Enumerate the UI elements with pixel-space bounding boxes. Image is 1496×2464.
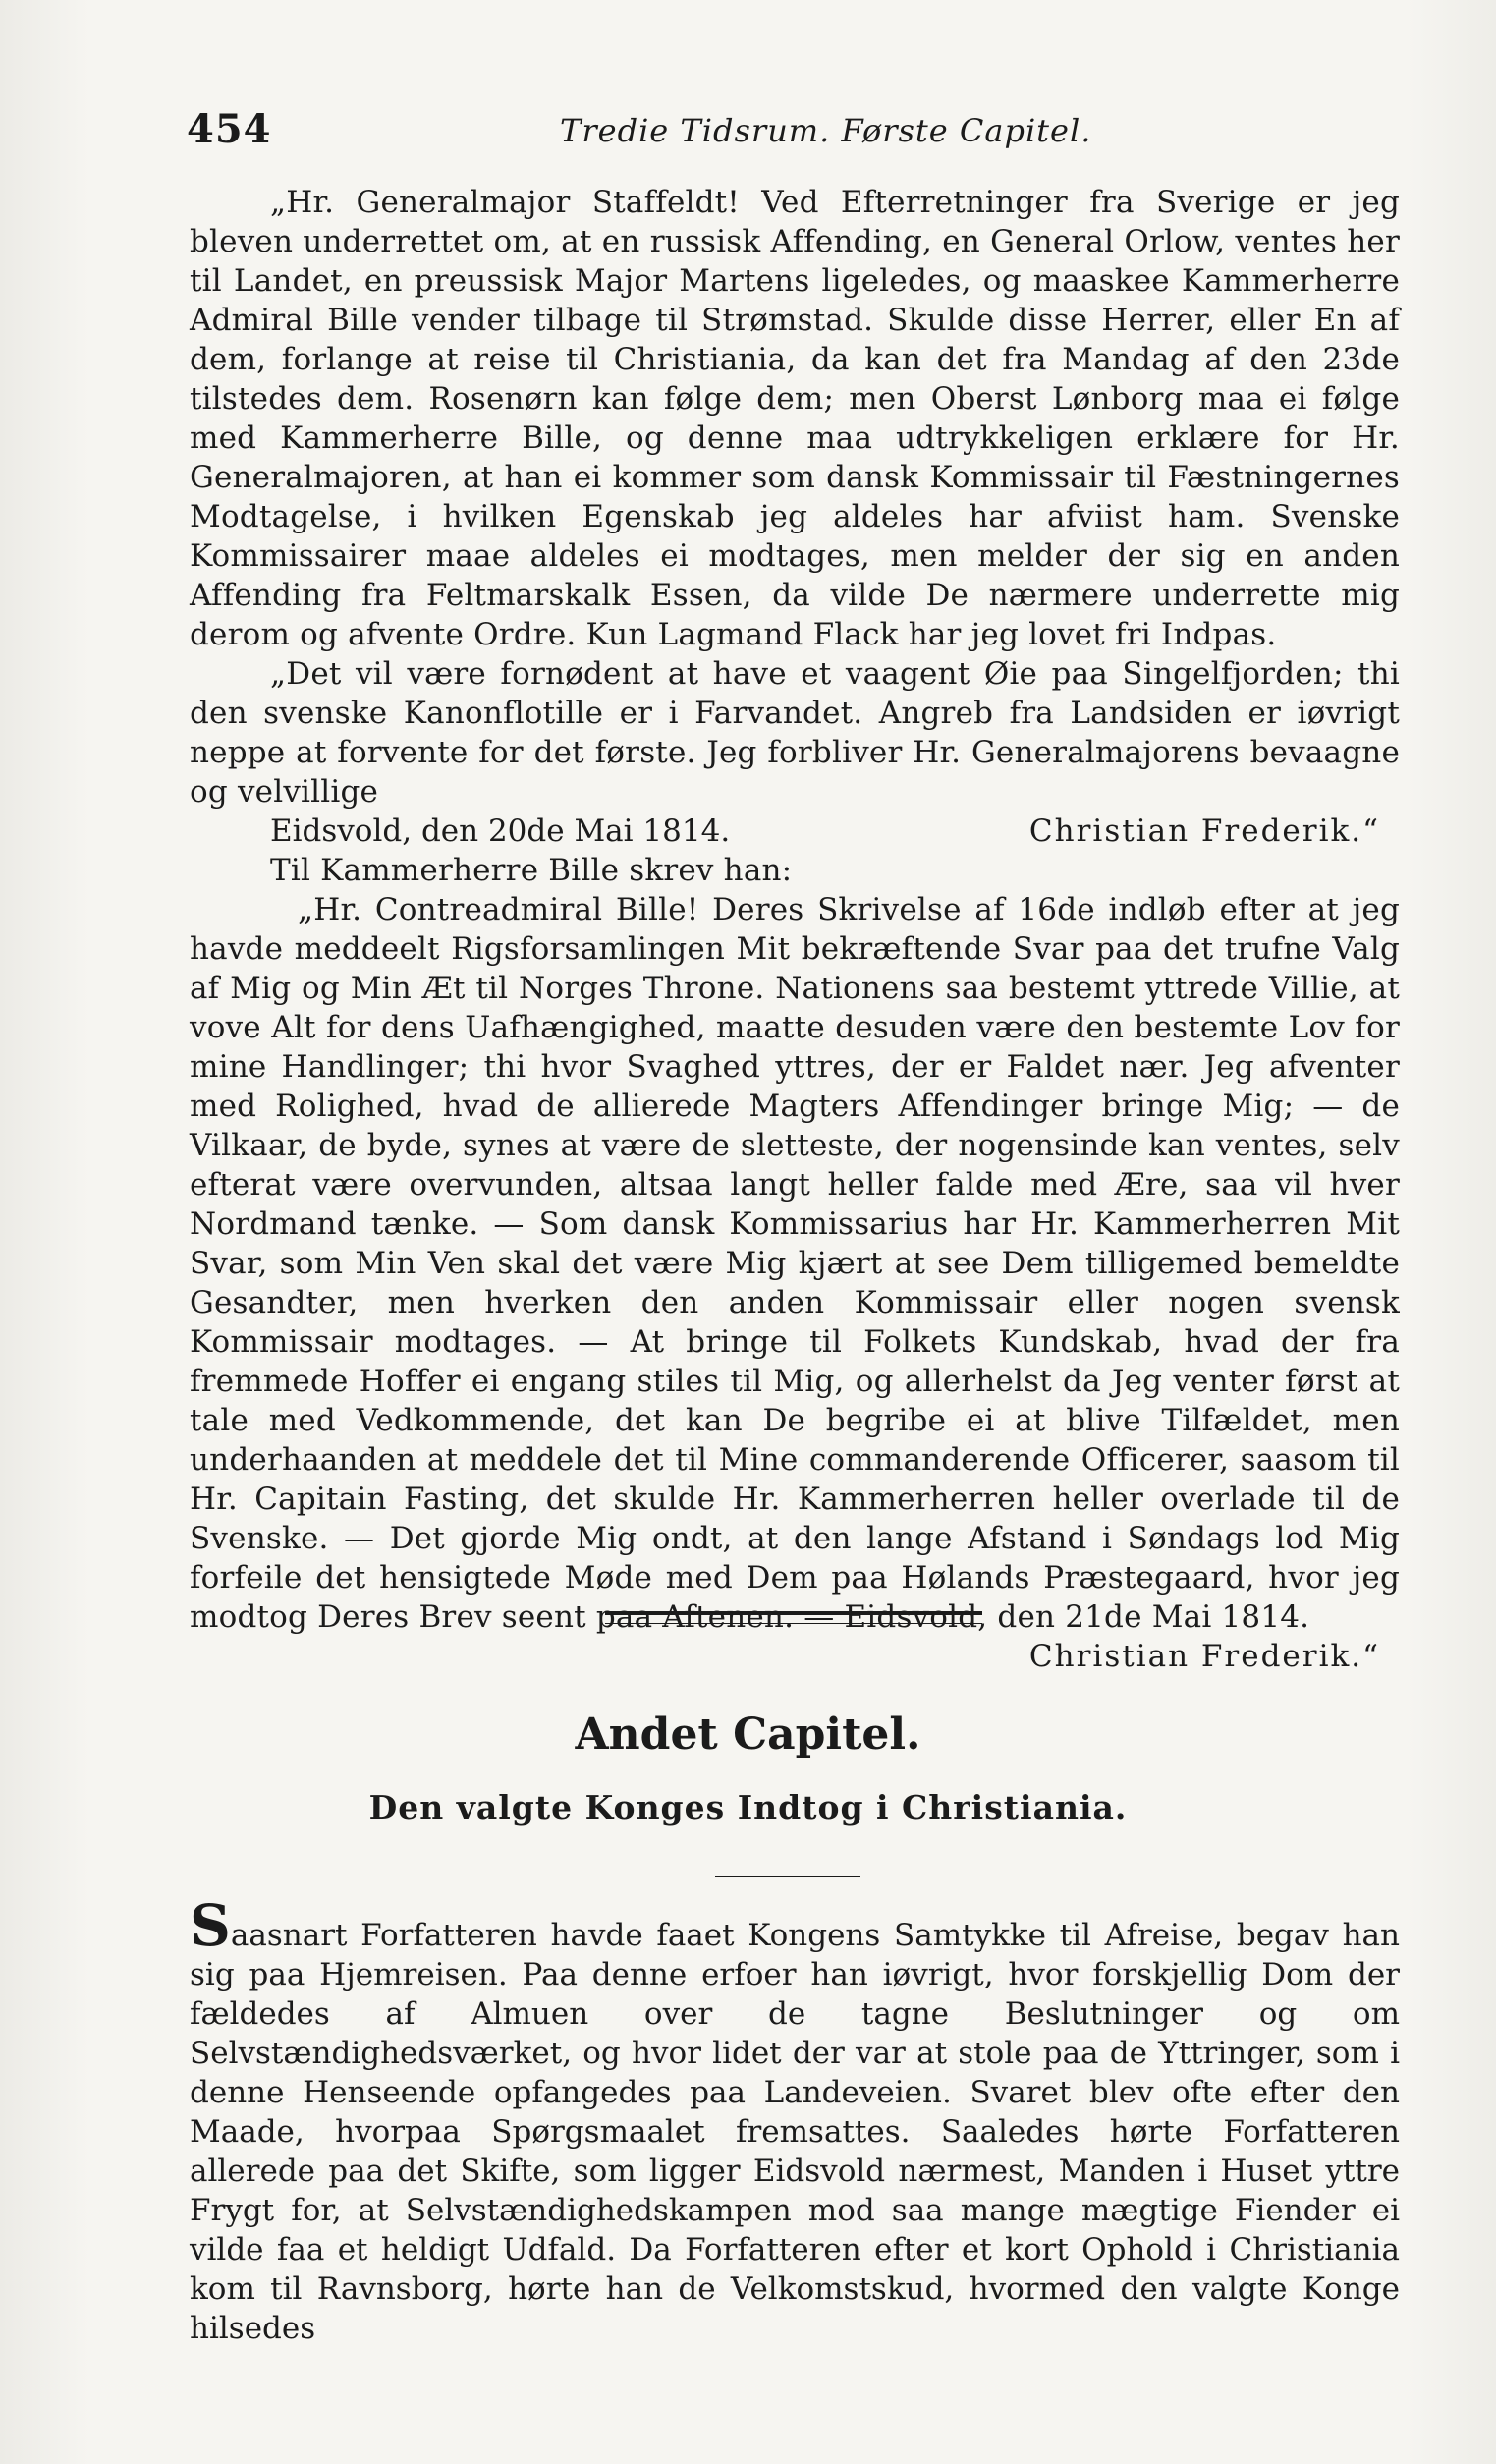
running-head: Tredie Tidsrum. Første Capitel. xyxy=(560,112,1092,149)
letter2-paragraph: „Hr. Contreadmiral Bille! Deres Skrivelse af 16de indløb efter at jeg havde meddeelt Rigsforsamlingen Mit bekræftende Svar paa det trufne Valg af Mig og Min Æt til Norges Throne. Nationens saa bestemt yttrede Villie, at vove Alt for dens Uafhængighed, maatte desuden være den bestemte Lov for mine Handlinger; thi hvor Svaghed yttres, der er Faldet nær. Jeg afventer med Rolighed, hvad de allierede Magters Affendinger bringe Mig; — de Vilkaar, de byde, synes at være de sletteste, der nogensinde kan ventes, selv efterat være overvunden, altsaa langt heller falde med Ære, saa vil hver Nordmand tænke. — Som dansk Kommissarius har Hr. Kammerherren Mit Svar, som Min Ven skal det være Mig kjært at see Dem tilligemed bemeldte Gesandter, men hverken den anden Kommissair eller nogen svensk Kommissair modtages. — At bringe til Folkets Kundskab, hvad der fra fremmede Hoffer ei engang stiles til Mig, og allerhelst da Jeg venter først at tale med Vedkommende, det kan De begribe ei at blive Tilfældet, men underhaanden at meddele det til Mine commanderende Officerer, saasom til Hr. Capitain Fasting, det skulde Hr. Kammerherren heller overlade til de Svenske. — Det gjorde Mig ondt, at den lange Afstand i Søndags lod Mig forfeile det hensigtede Møde med Dem paa Hølands Præstegaard, hvor jeg modtog Deres Brev seent paa Aftenen. — Eidsvold, den 21de Mai 1814. xyxy=(190,892,1400,1635)
letter-to-staffeldt xyxy=(190,183,1400,1676)
intro-to-bille-letter: Til Kammerherre Bille skrev han: xyxy=(270,853,793,888)
chapter-opening-paragraph xyxy=(190,1892,1400,2348)
subtitle-rule xyxy=(715,1876,860,1877)
letter1-paragraph-2: „Det vil være fornødent at have et vaagent Øie paa Singelfjorden; thi den svenske Kanonflotille er i Farvandet. Angreb fra Landsiden er iøvrigt neppe at forvente for det første. Jeg forbliver Hr. Generalmajorens bevaagne og velvillige xyxy=(190,656,1400,810)
letter1-date: Eidsvold, den 20de Mai 1814. xyxy=(270,813,731,849)
page-number: 454 xyxy=(187,106,272,152)
chapter-title: Andet Capitel. xyxy=(575,1709,921,1760)
letter1-signature: Christian Frederik.“ xyxy=(1028,813,1380,849)
letter2-signature: Christian Frederik.“ xyxy=(1028,1639,1380,1674)
chapter-subtitle: Den valgte Konges Indtog i Christiania. xyxy=(368,1788,1128,1826)
chapter-opening-text: aasnart Forfatteren havde faaet Kongens Samtykke til Afreise, begav han sig paa Hjemreisen. Paa denne erfoer han iøvrigt, hvor forskjellig Dom der fældedes af Almuen over de tagne Beslutninger og om Selvstændighedsværket, og hvor lidet der var at stole paa de Yttringer, som i denne Henseende opfangedes paa Landeveien. Svaret blev ofte efter den Maade, hvorpaa Spørgsmaalet fremsattes. Saaledes hørte Forfatteren allerede paa det Skifte, som ligger Eidsvold nærmest, Manden i Huset yttre Frygt for, at Selvstændighedskampen mod saa mange mægtige Fiender ei vilde faa et heldigt Udfald. Da Forfatteren efter et kort Ophold i Christiania kom til Ravnsborg, hørte han de Velkomstskud, hvormed den valgte Konge hilsedes xyxy=(190,1918,1400,2346)
page-header xyxy=(187,98,1405,157)
letter1-closing xyxy=(190,812,1400,851)
section-divider-rule xyxy=(605,1611,982,1624)
letter1-paragraph-1: „Hr. Generalmajor Staffeldt! Ved Efterretninger fra Sverige er jeg bleven underrettet om, at en russisk Affending, en General Orlow, ventes her til Landet, en preussisk Major Martens ligeledes, og maaskee Kammerherre Admiral Bille vender tilbage til Strømstad. Skulde disse Herrer, eller En af dem, forlange at reise til Christiania, da kan det fra Mandag af den 23de tilstedes dem. Rosenørn kan følge dem; men Oberst Lønborg maa ei følge med Kammerherre Bille, og denne maa udtrykkeligen erklære for Hr. Generalmajoren, at han ei kommer som dansk Kommissair til Fæstningernes Modtagelse, i hvilken Egenskab jeg aldeles har afviist ham. Svenske Kommissairer maae aldeles ei modtages, men melder der sig en anden Affending fra Feltmarskalk Essen, da vilde De nærmere underrette mig derom og afvente Ordre. Kun Lagmand Flack har jeg lovet fri Indpas. xyxy=(190,185,1400,652)
drop-cap-letter: S xyxy=(190,1892,231,1959)
